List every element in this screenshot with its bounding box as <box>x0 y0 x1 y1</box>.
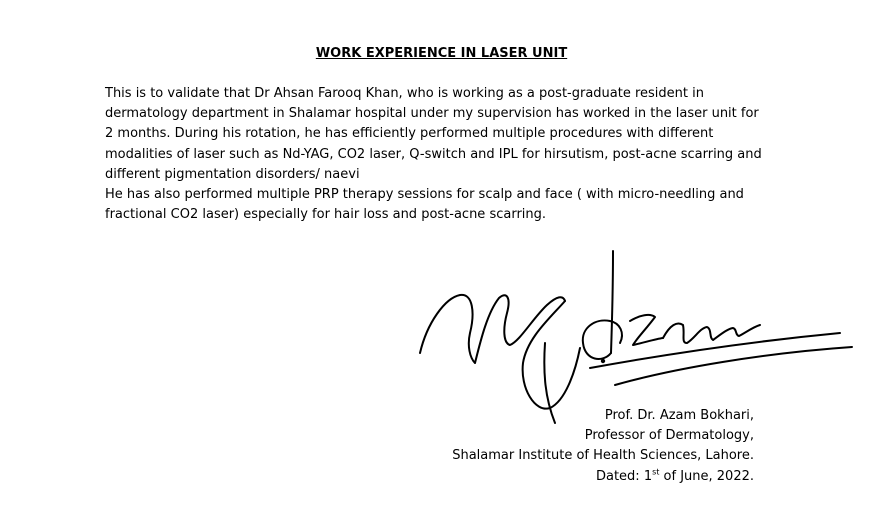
signatory-name: Prof. Dr. Azam Bokhari, <box>604 408 754 423</box>
body-line: dermatology department in Shalamar hospital under my supervision has worked in the laser unit for <box>105 106 759 122</box>
document-body <box>105 84 805 225</box>
body-line: different pigmentation disorders/ naevi <box>105 166 360 182</box>
signatory-institution: Shalamar Institute of Health Sciences, Lahore. <box>452 448 754 464</box>
body-line: fractional CO2 laser) especially for hair loss and post-acne scarring. <box>105 207 547 223</box>
signatory-designation: Professor of Dermatology, <box>584 428 754 444</box>
date-suffix: of June, 2022. <box>659 468 754 484</box>
date-superscript: st <box>652 467 660 477</box>
body-line: modalities of laser such as Nd-YAG, CO2 laser, Q-switch and IPL for hirsutism, post-acne scarring and <box>105 146 762 162</box>
signatory-block <box>452 406 754 487</box>
document-title: WORK EXPERIENCE IN LASER UNIT <box>315 46 568 61</box>
body-line: He has also performed multiple PRP therapy sessions for scalp and face ( with micro-needling and <box>105 187 744 203</box>
body-line: 2 months. During his rotation, he has efficiently performed multiple procedures with different <box>105 126 714 142</box>
body-line: This is to validate that Dr Ahsan Farooq Khan, who is working as a post-graduate resident in <box>105 86 704 101</box>
date-prefix: Dated: 1 <box>595 468 653 484</box>
document-date <box>452 467 754 487</box>
